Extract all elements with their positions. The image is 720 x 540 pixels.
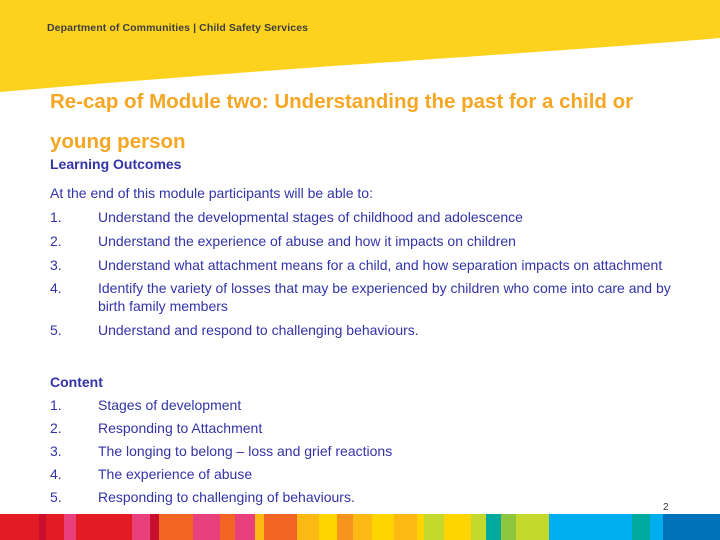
stripe: [705, 514, 711, 540]
stripe: [150, 514, 159, 540]
slide-title: Re-cap of Module two: Understanding the past for a child or young person: [50, 90, 634, 153]
header-yellow-shape: [0, 0, 720, 92]
stripe: [610, 514, 632, 540]
stripe: [326, 514, 337, 540]
item-text: Stages of development: [98, 397, 242, 413]
item-text: Responding to Attachment: [98, 420, 263, 436]
content-list: [50, 396, 690, 506]
item-number: 3.: [50, 443, 62, 459]
stripe: [220, 514, 235, 540]
item-number: 2.: [50, 420, 62, 436]
list-item: [50, 279, 690, 315]
stripe: [193, 514, 220, 540]
stripe: [24, 514, 39, 540]
page-number: 2: [663, 502, 669, 513]
item-number: 4.: [50, 280, 62, 296]
stripe: [424, 514, 444, 540]
list-item: [50, 419, 690, 437]
list-item: [50, 442, 690, 460]
learning-outcomes-list: [50, 208, 690, 339]
stripe: [76, 514, 96, 540]
item-text: Understand and respond to challenging behaviours.: [98, 322, 419, 338]
department-label: Department of Communities | Child Safety Services: [47, 22, 309, 34]
stripe: [39, 514, 46, 540]
stripe: [549, 514, 560, 540]
stripe: [297, 514, 306, 540]
stripe: [632, 514, 650, 540]
item-text: The experience of abuse: [98, 466, 253, 482]
learning-outcomes-intro: At the end of this module participants will be able to:: [50, 185, 373, 201]
item-text: Identify the variety of losses that may be experienced by children who come into care and by birth family members: [98, 280, 671, 314]
stripe: [235, 514, 255, 540]
stripe: [673, 514, 694, 540]
stripe: [394, 514, 402, 540]
stripe: [0, 514, 16, 540]
stripe: [584, 514, 610, 540]
decorative-stripe-band: [0, 514, 720, 540]
item-text: Understand the developmental stages of childhood and adolescence: [98, 209, 523, 225]
stripe: [694, 514, 705, 540]
list-item: [50, 321, 690, 339]
list-item: [50, 232, 690, 250]
list-item: [50, 208, 690, 226]
stripe: [417, 514, 424, 540]
list-item: [50, 488, 690, 506]
item-number: 1.: [50, 397, 62, 413]
stripe: [319, 514, 326, 540]
stripe: [337, 514, 353, 540]
item-number: 5.: [50, 322, 62, 338]
content-heading: Content: [50, 374, 103, 390]
stripe: [663, 514, 673, 540]
stripe: [471, 514, 486, 540]
stripe: [64, 514, 76, 540]
list-item: [50, 465, 690, 483]
list-item: [50, 396, 690, 414]
stripe: [402, 514, 417, 540]
item-number: 3.: [50, 257, 62, 273]
list-item: [50, 256, 690, 274]
stripe: [306, 514, 319, 540]
item-text: Responding to challenging of behaviours.: [98, 489, 355, 505]
stripe: [501, 514, 516, 540]
learning-outcomes-heading: Learning Outcomes: [50, 156, 182, 172]
item-number: 4.: [50, 466, 62, 482]
stripe: [486, 514, 501, 540]
stripe: [159, 514, 185, 540]
stripe: [46, 514, 64, 540]
stripe: [96, 514, 112, 540]
item-text: Understand the experience of abuse and how it impacts on children: [98, 233, 516, 249]
stripe: [132, 514, 150, 540]
stripe: [650, 514, 663, 540]
item-number: 2.: [50, 233, 62, 249]
stripe: [16, 514, 24, 540]
stripe: [516, 514, 527, 540]
item-text: Understand what attachment means for a child, and how separation impacts on attachment: [98, 257, 663, 273]
stripe: [560, 514, 584, 540]
stripe: [279, 514, 297, 540]
stripe: [112, 514, 132, 540]
stripe: [264, 514, 279, 540]
item-text: The longing to belong – loss and grief reactions: [98, 443, 393, 459]
stripe: [372, 514, 394, 540]
stripe: [444, 514, 471, 540]
item-number: 5.: [50, 489, 62, 505]
stripe: [711, 514, 720, 540]
stripe: [185, 514, 193, 540]
item-number: 1.: [50, 209, 62, 225]
stripe: [353, 514, 372, 540]
stripe: [255, 514, 264, 540]
stripe: [527, 514, 549, 540]
